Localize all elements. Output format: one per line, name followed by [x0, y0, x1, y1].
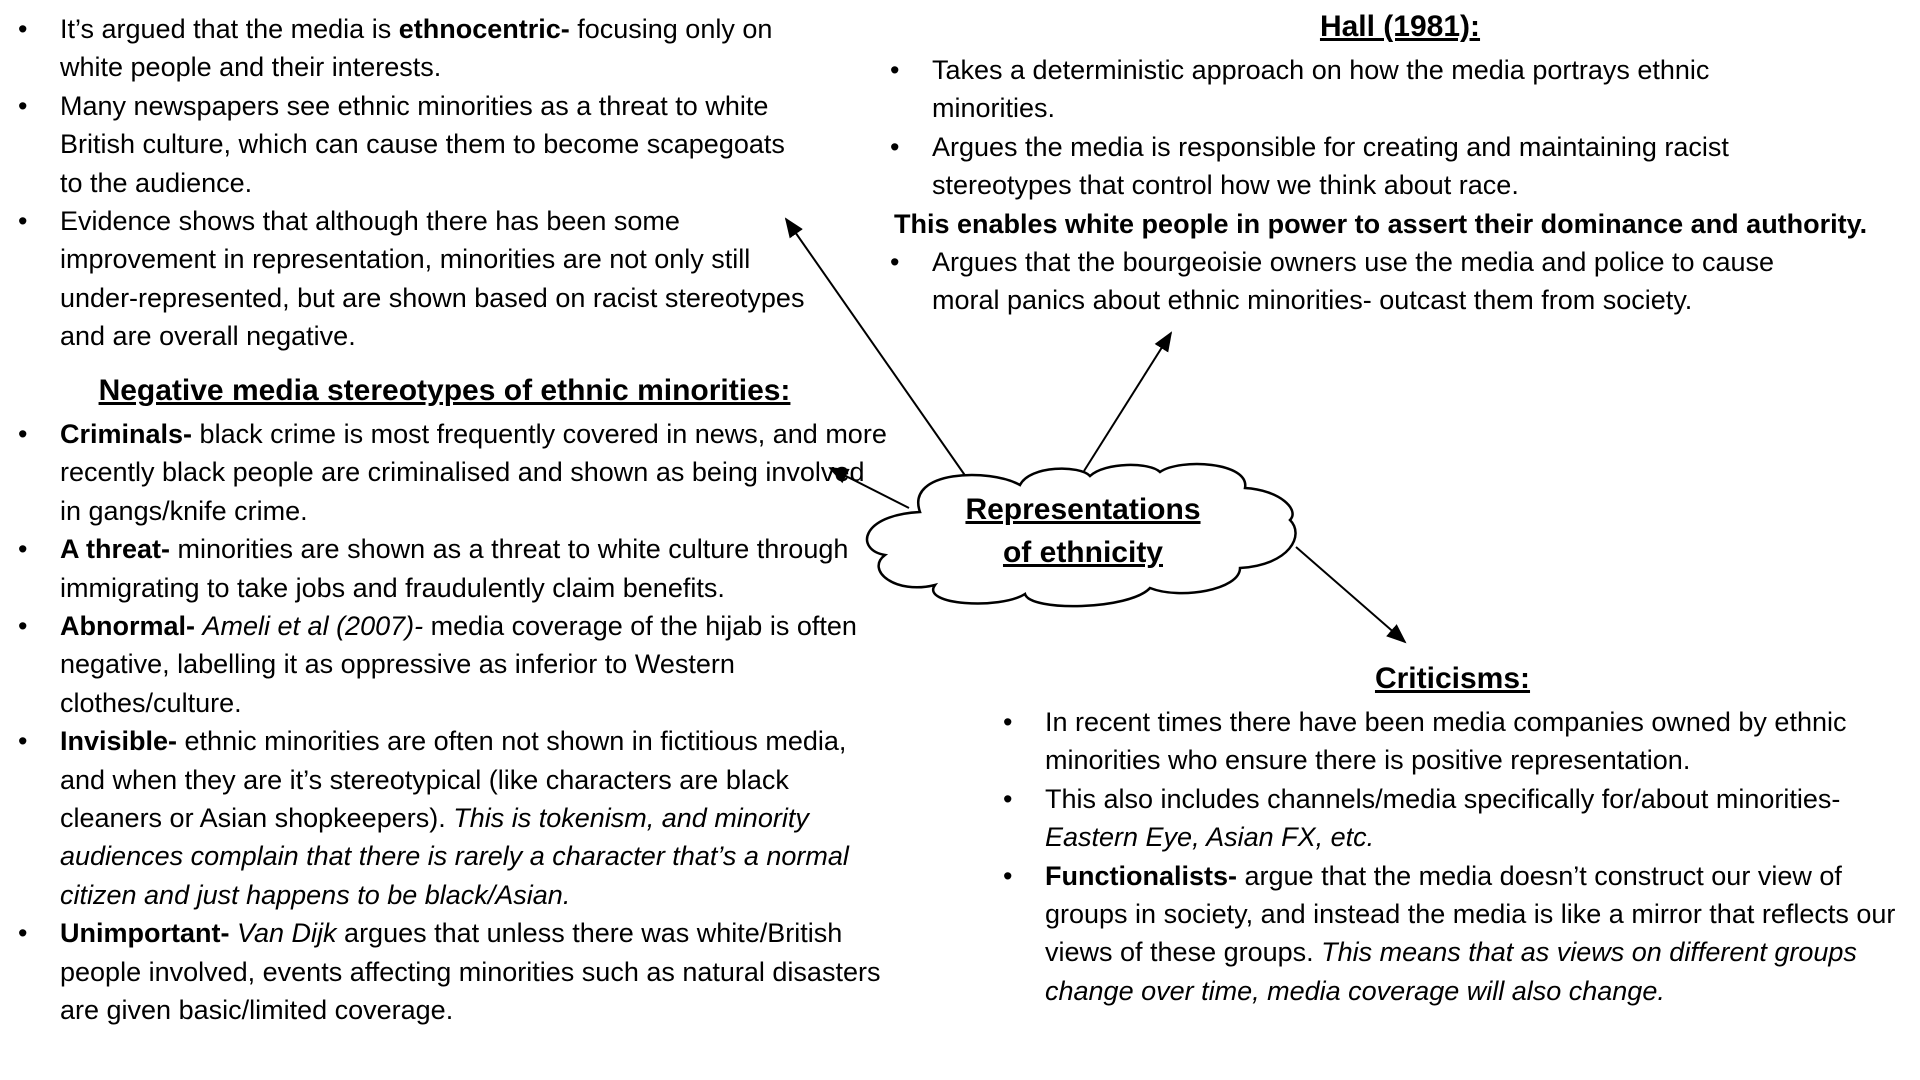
bullet-text: Criminals- [60, 419, 193, 449]
bullet-item [1003, 857, 1903, 1011]
criticisms-section [1003, 703, 1903, 1010]
stereotypes-section [18, 415, 888, 1030]
bullet-item [1003, 780, 1903, 857]
bullet-text: Many newspapers see ethnic minorities as a threat to white British culture, which can cause them to become scapegoats to the audience. [60, 90, 785, 198]
bullet-item [18, 10, 808, 87]
bullet-text: A threat- [60, 534, 171, 565]
bullet-text: Argues the media is responsible for creating and maintaining racist stereotypes that control how we think about race. [932, 131, 1729, 201]
bullet-item [18, 202, 808, 356]
bullet-text: focusing only on white people and their interests. [60, 14, 773, 83]
bullet-text: Functionalists- [1045, 860, 1238, 891]
bullet-item [890, 128, 1820, 205]
arrow-to-hall [1084, 333, 1171, 471]
bullet-item [1003, 703, 1903, 780]
central-topic-line2: of ethnicity [1002, 536, 1163, 569]
bullet-text: ethnic minorities are often not shown in fictitious media, and when they are it’s stereotypical (like characters are black cleaners or Asian shopkeepers). [60, 726, 847, 834]
bullet-item [18, 415, 888, 530]
central-topic-line1: Representations [965, 493, 1201, 526]
bullet-text: media coverage of the hijab is often negative, labelling it as oppressive as inferior to Western clothes/culture. [60, 611, 857, 718]
bullet-text: It’s argued that the media is [60, 14, 399, 44]
bullet-item [18, 87, 808, 202]
bullet-text: ethnocentric- [398, 14, 570, 44]
bullet-text: black crime is most frequently covered in news, and more recently black people are criminalised and shown as being involved in gangs/knife crime. [60, 419, 887, 526]
bullet-item [18, 530, 888, 607]
bullet-text: Argues that the bourgeoisie owners use the media and police to cause moral panics about ethnic minorities- outcast them from society. [932, 247, 1775, 316]
arrow-to-criticisms [1296, 547, 1405, 642]
bullet-item [890, 243, 1820, 320]
bullet-item [18, 607, 888, 722]
bullet-text: Takes a deterministic approach on how the media portrays ethnic minorities. [932, 55, 1710, 124]
hall-section [890, 51, 1900, 320]
bullet-text: Unimportant- [60, 918, 230, 949]
hall-list [890, 51, 1820, 205]
bullet-text: Van Dijk [237, 918, 337, 949]
bullet-text: Ameli et al (2007)- [202, 611, 424, 642]
bullet-text: In recent times there have been media companies owned by ethnic minorities who ensure there is positive representation. [1045, 707, 1847, 776]
hall-bold-line: This enables white people in power to assert their dominance and authority. [894, 208, 1868, 239]
intro-list [18, 10, 808, 356]
bullet-text: Evidence shows that although there has been some improvement in representation, minorities are not only still under-represented, but are shown based on racist stereotypes and are overall negative. [60, 206, 805, 352]
bullet-text: This also includes channels/media specifically for/about minorities- [1045, 783, 1841, 814]
bullet-item [890, 51, 1820, 128]
bullet-text [229, 918, 237, 948]
bullet-text: Invisible- [60, 726, 178, 757]
bullet-text: This means that as views on different groups change over time, media coverage will also change. [1045, 937, 1857, 1006]
bullet-text: minorities are shown as a threat to white culture through immigrating to take jobs and fraudulently claim benefits. [60, 534, 849, 603]
bullet-text: argues that unless there was white/British people involved, events affecting minorities such as natural disasters are given basic/limited coverage. [60, 918, 881, 1026]
central-topic [869, 488, 1297, 574]
bullet-item [18, 722, 888, 914]
bullet-text: Abnormal- [60, 611, 195, 642]
criticisms-heading: Criticisms: [1374, 662, 1531, 695]
bullet-text: Eastern Eye, Asian FX, etc. [1045, 822, 1375, 853]
bullet-item [18, 914, 888, 1029]
hall-heading: Hall (1981): [1319, 10, 1481, 43]
intro-section [18, 10, 808, 356]
bullet-text: argue that the media doesn’t construct our view of groups in society, and instead the media is like a mirror that reflects our views of these groups. [1045, 860, 1896, 968]
bullet-text [195, 611, 203, 641]
hall-list-2 [890, 243, 1820, 320]
bullet-text: This is tokenism, and minority audiences complain that there is rarely a character that’s a normal citizen and just happens to be black/Asian. [60, 803, 849, 910]
stereotypes-list [18, 415, 888, 1030]
stereotypes-heading: Negative media stereotypes of ethnic minorities: [98, 374, 791, 407]
criticisms-list [1003, 703, 1903, 1010]
